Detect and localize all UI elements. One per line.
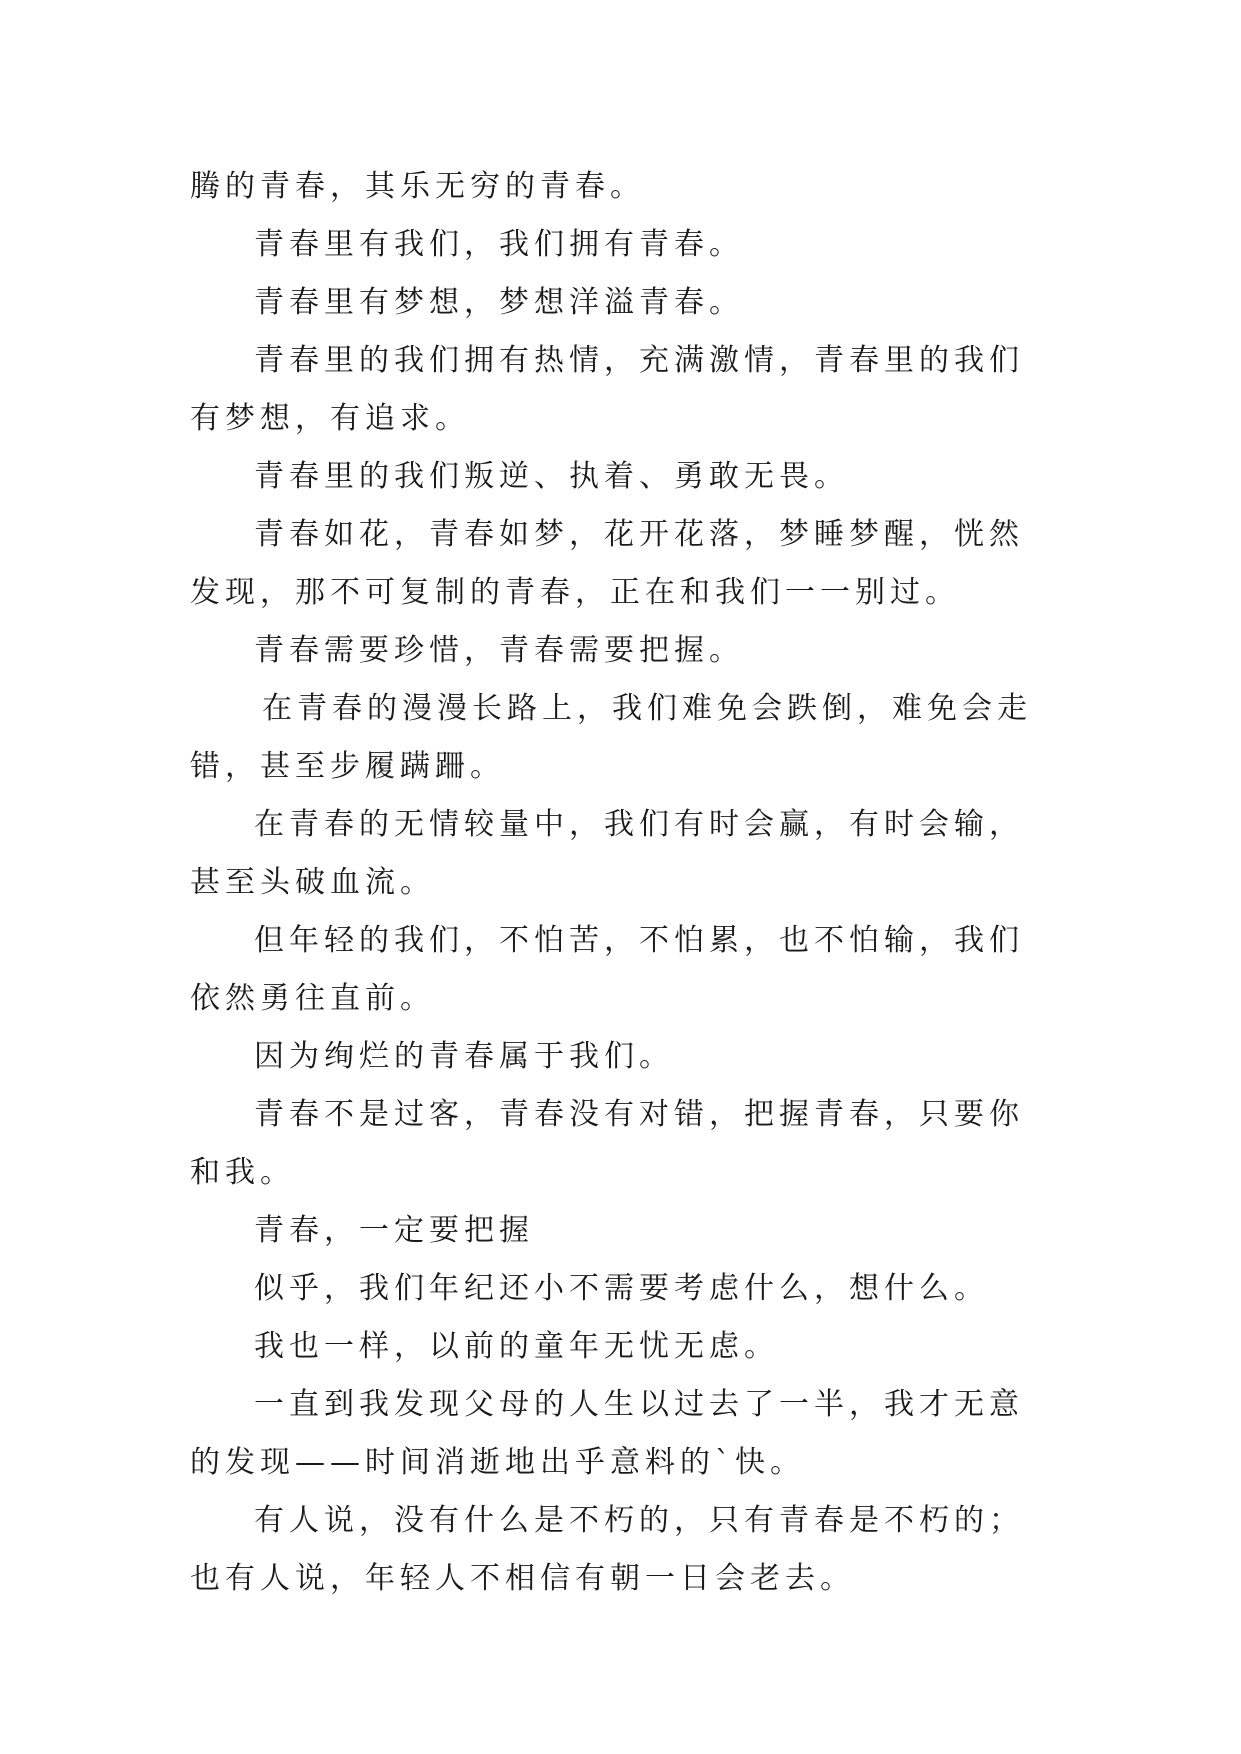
paragraph: 青春里有我们，我们拥有青春。 — [254, 227, 744, 262]
paragraph: 因为绚烂的青春属于我们。 — [254, 1039, 674, 1074]
body-text — [190, 158, 1050, 1608]
paragraph: 腾的青春，其乐无穷的青春。 — [190, 169, 645, 204]
paragraph: 在青春的漫漫长路上，我们难免会跌倒，难免会走错，甚至步履蹒跚。 — [190, 691, 1032, 784]
paragraph: 青春，一定要把握 — [254, 1213, 534, 1248]
paragraph: 一直到我发现父母的人生以过去了一半，我才无意的发现——时间消逝地出乎意料的`快。 — [190, 1387, 1024, 1480]
paragraph: 有人说，没有什么是不朽的，只有青春是不朽的；也有人说，年轻人不相信有朝一日会老去。 — [190, 1503, 1024, 1596]
paragraph: 青春里的我们拥有热情，充满激情，青春里的我们有梦想，有追求。 — [190, 343, 1024, 436]
paragraph: 青春需要珍惜，青春需要把握。 — [254, 633, 744, 668]
paragraph: 青春不是过客，青春没有对错，把握青春，只要你和我。 — [190, 1097, 1024, 1190]
paragraph: 似乎，我们年纪还小不需要考虑什么，想什么。 — [254, 1271, 989, 1306]
paragraph: 青春如花，青春如梦，花开花落，梦睡梦醒，恍然发现，那不可复制的青春，正在和我们一一别过。 — [190, 517, 1024, 610]
paragraph: 青春里的我们叛逆、执着、勇敢无畏。 — [254, 459, 849, 494]
paragraph: 但年轻的我们，不怕苦，不怕累，也不怕输，我们依然勇往直前。 — [190, 923, 1024, 1016]
paragraph: 我也一样，以前的童年无忧无虑。 — [254, 1329, 779, 1364]
paragraph: 在青春的无情较量中，我们有时会赢，有时会输，甚至头破血流。 — [190, 807, 1024, 900]
paragraph: 青春里有梦想，梦想洋溢青春。 — [254, 285, 744, 320]
